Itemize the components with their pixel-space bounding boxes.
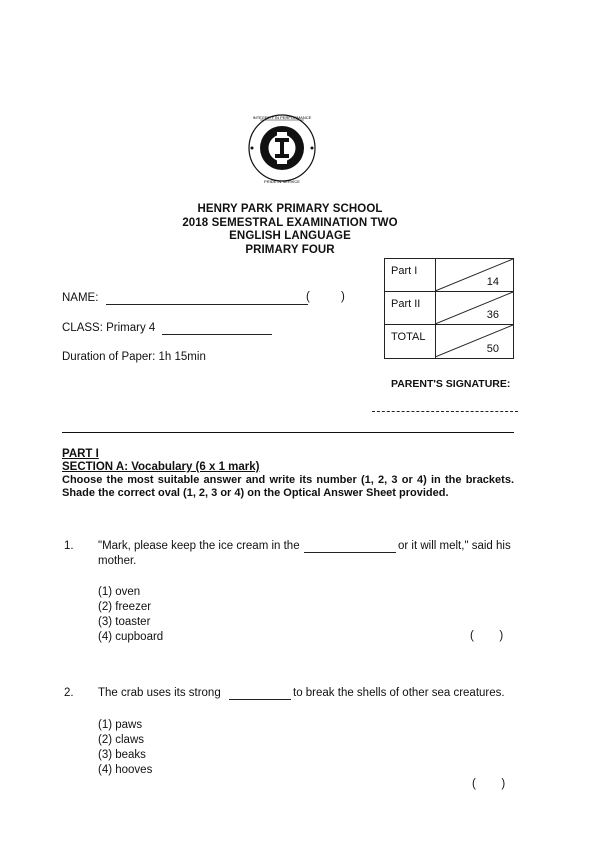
section-heading: SECTION A: Vocabulary (6 x 1 mark) bbox=[62, 461, 260, 473]
answer-bracket[interactable]: ( ) bbox=[472, 778, 506, 790]
name-bracket-close: ) bbox=[341, 291, 345, 303]
score-row-part1 bbox=[385, 259, 513, 292]
score-max: 36 bbox=[486, 309, 499, 321]
question-text: The crab uses its strong bbox=[98, 687, 221, 699]
option: (4) cupboard bbox=[98, 631, 164, 643]
question-text: "Mark, please keep the ice cream in the bbox=[98, 540, 300, 552]
option: (3) beaks bbox=[98, 749, 146, 761]
option: (1) oven bbox=[98, 586, 141, 598]
score-label: Part I bbox=[391, 265, 418, 277]
question-text: mother. bbox=[98, 555, 137, 567]
score-row-part2 bbox=[385, 292, 513, 325]
question-number: 2. bbox=[64, 687, 74, 699]
school-name: HENRY PARK PRIMARY SCHOOL bbox=[197, 203, 383, 215]
subject-title: ENGLISH LANGUAGE bbox=[229, 230, 351, 242]
section-divider bbox=[62, 432, 514, 433]
score-max: 50 bbox=[486, 343, 499, 355]
class-label: CLASS: Primary 4 bbox=[62, 322, 156, 334]
option: (3) toaster bbox=[98, 616, 151, 628]
answer-bracket[interactable]: ( ) bbox=[470, 630, 504, 642]
option: (2) claws bbox=[98, 734, 145, 746]
option: (2) freezer bbox=[98, 601, 152, 613]
score-box bbox=[384, 258, 514, 359]
name-bracket-open: ( bbox=[306, 291, 310, 303]
name-field[interactable] bbox=[106, 304, 308, 305]
svg-text:INTEGRITY IN PERFORMANCE: INTEGRITY IN PERFORMANCE bbox=[252, 115, 312, 120]
answer-blank bbox=[229, 699, 291, 700]
instructions: Choose the most suitable answer and write its number (1, 2, 3 or 4) in the brackets. Shade the correct oval (1, 2, 3 or 4) on the Optical Answer Sheet provided. bbox=[62, 474, 514, 499]
score-row-total bbox=[385, 325, 513, 358]
parent-signature-label: PARENT'S SIGNATURE: bbox=[391, 378, 511, 390]
option: (1) paws bbox=[98, 719, 143, 731]
score-label: Part II bbox=[391, 298, 421, 310]
option: (4) hooves bbox=[98, 764, 153, 776]
score-max: 14 bbox=[486, 276, 499, 288]
class-field[interactable] bbox=[162, 334, 272, 335]
question-text: or it will melt," said his bbox=[398, 540, 511, 552]
exam-title: 2018 SEMESTRAL EXAMINATION TWO bbox=[182, 217, 398, 229]
question-number: 1. bbox=[64, 540, 74, 552]
answer-blank bbox=[304, 552, 396, 553]
school-crest-logo bbox=[246, 108, 318, 192]
part-heading: PART I bbox=[62, 448, 99, 460]
question-text: to break the shells of other sea creatures. bbox=[293, 687, 505, 699]
duration-label: Duration of Paper: 1h 15min bbox=[62, 351, 206, 363]
level-title: PRIMARY FOUR bbox=[245, 244, 335, 256]
svg-text:PRIDE IN SERVICE: PRIDE IN SERVICE bbox=[264, 179, 300, 184]
parent-signature-field[interactable] bbox=[372, 411, 518, 412]
score-label: TOTAL bbox=[391, 331, 426, 343]
name-label: NAME: bbox=[62, 292, 99, 304]
